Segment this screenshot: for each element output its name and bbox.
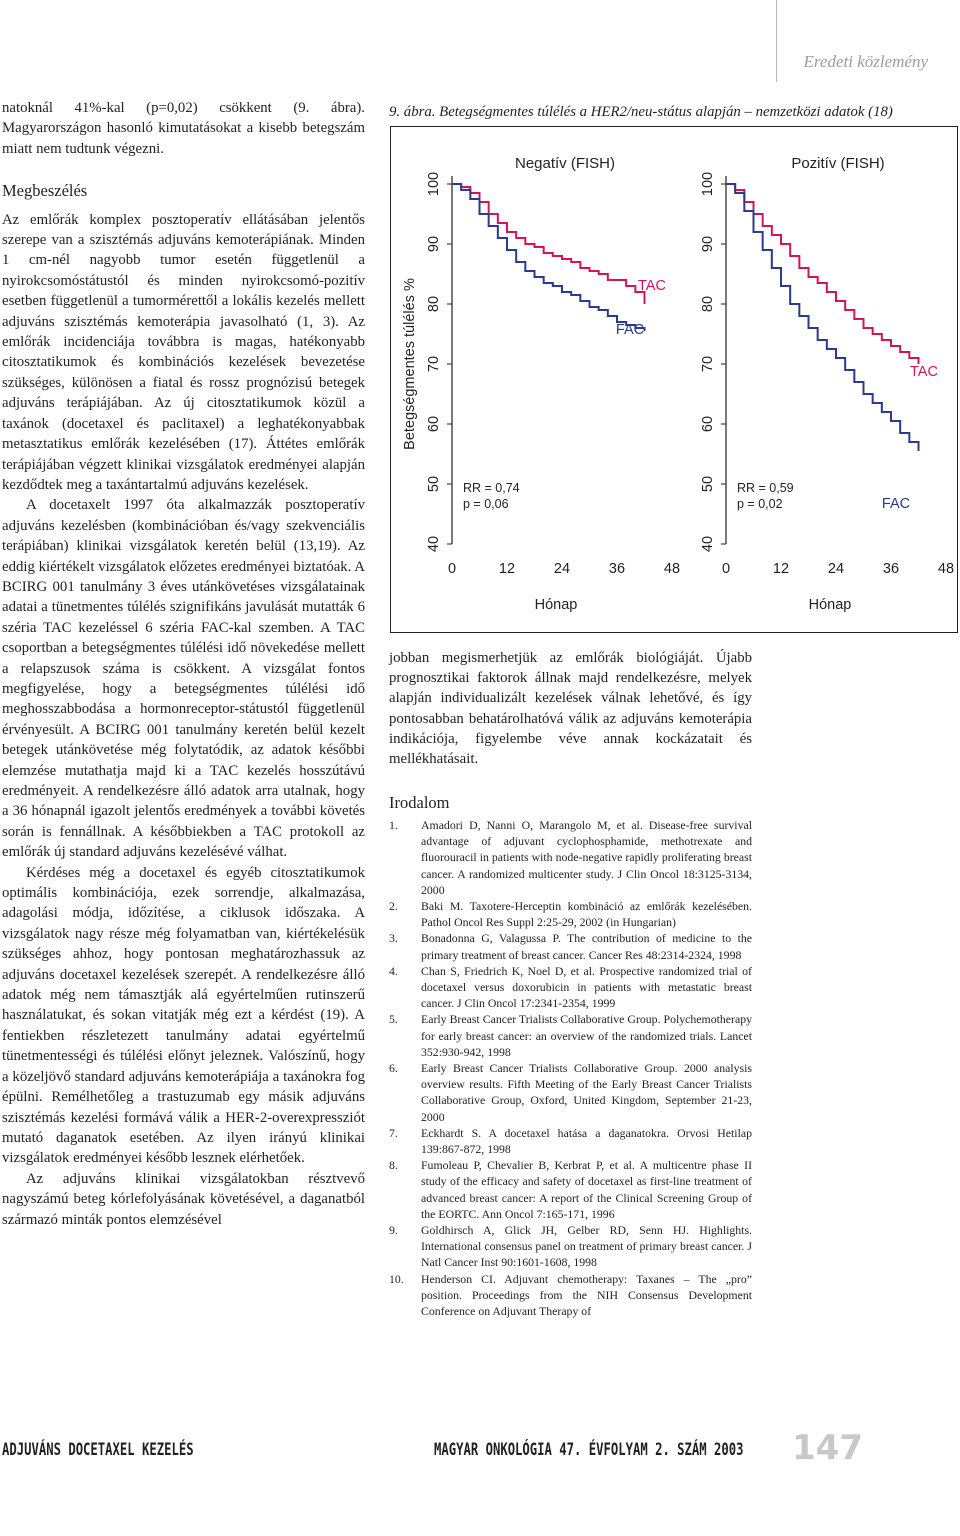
- reference-text: Chan S, Friedrich K, Noel D, et al. Prospective randomized trial of docetaxel versus doxorubicin in patients with metastatic breast cancer. J Clin Oncol 17:2341-2354, 1999: [421, 963, 752, 1011]
- reference-number: 1.: [389, 818, 398, 832]
- discussion-paragraph: Az emlőrák komplex posztoperatív ellátásában jelentős szerepe van a szisztémás adjuváns kemoterápiának. Minden 1 cm-nél nagyobb tumor esetén függetlenül a nyirokcsomóstátustól és minden nyirokcsomó-pozitív esetben függetlenül a tumormérettől a lokális kezelés mellett adjuváns szisztémás kemoterápia javasolható (1, 3). Az emlőrák incidenciája továbbra is magas, hatékonyabb citosztatikumok és kombinációs kezelések bevezetése szükséges, különösen a fiatal és rossz prognózisú betegek adjuváns terápiájában. Az új citosztatikumok közül a taxánok (docetaxel és paclitaxel) a leghatékonyabbak metasztatikus emlőrák kezelésében (17). Áttétes emlőrák terápiájában végzett klinikai vizsgálatok eredményei alapján kezdődtek meg a taxántartalmú adjuváns kezelések.: [2, 211, 365, 493]
- panel-title: Pozitív (FISH): [791, 155, 885, 172]
- reference-text: Amadori D, Nanni O, Marangolo M, et al. Disease-free survival advantage of adjuvant cyclophosphamide, methotrexate and fluorouracil in patients with node-negative rapidly proliferating breast cancer. A randomized multicenter study. J Clin Oncol 18:3125-3134, 2000: [421, 818, 752, 897]
- page-number: 147: [792, 1428, 863, 1468]
- stat-annotation: p = 0,06: [463, 497, 509, 511]
- series-label-fac: FAC: [615, 322, 645, 338]
- reference-number: 2.: [389, 899, 398, 914]
- reference-number: 4.: [389, 963, 398, 978]
- reference-item: [389, 1157, 752, 1222]
- references-title: Irodalom: [389, 793, 450, 812]
- series-label-tac: TAC: [638, 278, 666, 294]
- x-tick-label: 48: [937, 561, 955, 577]
- reference-item: [389, 1125, 752, 1157]
- reference-item: [389, 1060, 752, 1125]
- y-tick-label: 90: [426, 235, 442, 253]
- series-line-tac: [452, 184, 645, 304]
- y-tick-label: 50: [426, 475, 442, 493]
- x-tick-label: 48: [663, 561, 681, 577]
- closing-paragraph: jobban megismerhetjük az emlőrák biológiáját. Újabb prognosztikai faktorok állnak majd rendelkezésre, melyek alapján individualizált kezelések válnak lehetővé, és így pontosabban behatárolhatóvá válik az adjuváns kemoterápia indikációja, figyelembe véve annak kockázatait és mellékhatásait.: [389, 650, 752, 768]
- reference-item: [389, 1271, 752, 1320]
- intro-paragraph: natoknál 41%-kal (p=0,02) csökkent (9. ábra). Magyarországon hasonló kimutatásokat a kisebb betegszám miatt nem tudtunk végezni.: [2, 100, 365, 157]
- left-column: [2, 98, 365, 1230]
- y-tick-label: 60: [700, 415, 716, 433]
- y-tick-label: 40: [426, 535, 442, 553]
- x-tick-label: 24: [827, 561, 845, 577]
- reference-number: 5.: [389, 1012, 398, 1027]
- x-axis-label: Hónap: [534, 597, 578, 613]
- reference-item: [389, 930, 752, 962]
- reference-number: 8.: [389, 1158, 398, 1173]
- y-tick-label: 60: [426, 415, 442, 433]
- y-tick-label: 40: [700, 535, 716, 553]
- figure-frame: [391, 127, 958, 633]
- x-axis-label: Hónap: [808, 597, 852, 613]
- series-line-fac: [726, 184, 919, 451]
- x-tick-label: 12: [498, 561, 516, 577]
- reference-number: 3.: [389, 931, 398, 946]
- y-tick-label: 100: [700, 171, 716, 197]
- footer-running-title: ADJUVÁNS DOCETAXEL KEZELÉS: [2, 1440, 194, 1460]
- stat-annotation: RR = 0,59: [737, 481, 794, 495]
- reference-text: Goldhirsch A, Glick JH, Gelber RD, Senn HJ. Highlights. International consensus panel on treatment of primary breast cancer. J Natl Cancer Inst 90:1601-1608, 1998: [421, 1223, 752, 1270]
- panel-title: Negatív (FISH): [514, 155, 616, 172]
- x-tick-label: 36: [882, 561, 900, 577]
- x-tick-label: 0: [447, 561, 457, 577]
- stat-annotation: RR = 0,74: [463, 481, 520, 495]
- reference-number: 10.: [389, 1271, 404, 1286]
- discussion-heading: Megbeszélés: [2, 181, 88, 201]
- reference-text: Fumoleau P, Chevalier B, Kerbrat P, et al. A multicentre phase II study of the efficacy and safety of docetaxel as first-line treatment of advanced breast cancer: A report of the Clinical Screening Group of the EORTC. Ann Oncol 7:165-171, 1996: [421, 1158, 752, 1221]
- reference-number: 9.: [389, 1223, 398, 1238]
- x-tick-label: 24: [553, 561, 571, 577]
- reference-text: Eckhardt S. A docetaxel hatása a daganatokra. Orvosi Hetilap 139:867-872, 1998: [421, 1125, 752, 1157]
- reference-number: 7.: [389, 1125, 398, 1140]
- y-tick-label: 70: [700, 355, 716, 373]
- reference-text: Baki M. Taxotere-Herceptin kombináció az emlőrák kezelésében. Pathol Oncol Res Suppl 2:25-29, 2002 (in Hungarian): [421, 899, 752, 930]
- y-axis-label: Betegségmentes túlélés %: [402, 278, 418, 450]
- survival-chart: [390, 126, 960, 634]
- discussion-paragraph: Az adjuváns klinikai vizsgálatokban résztvevő nagyszámú beteg kórlefolyásának követésével, a daganatból származó minták pontos elemzésével: [2, 1170, 365, 1228]
- discussion-paragraph: Kérdéses még a docetaxel és egyéb citosztatikumok optimális kombinációja, ezek sorrendje, alkalmazása, adagolási módja, időzítése, a ciklusok időszaka. A vizsgálatok nagy része még folyamatban van, kiértékelésük szükséges ahhoz, hogy pontosan meghatározhassuk az adjuváns docetaxel kezelések szerepét. A rendelkezésre álló adatok még nem támasztják alá egyértelműen rutinszerű használatukat, és sokan vitatják még ezt a kérdést (19). A fentiekben részletezett tanulmány adatai egyértelmű tünetmentességi és túlélési előnyt jeleznek. Valószínű, hogy a közeljövő standard adjuváns kemoterápiája a taxánokra fog épülni. Remélhetőleg a trastuzumab egy másik adjuváns szisztémás kezelési formává válik a HER-2-overexpressziót mutató daganatok esetében. Az ilyen irányú klinikai vizsgálatok eredményei később lesznek elérhetőek.: [2, 864, 365, 1167]
- series-label-fac: FAC: [881, 496, 911, 512]
- figure: [390, 126, 960, 634]
- series-line-fac: [452, 184, 645, 331]
- y-tick-label: 100: [426, 171, 442, 197]
- x-tick-label: 36: [608, 561, 626, 577]
- reference-text: Bonadonna G, Valagussa P. The contribution of medicine to the primary treatment of breast cancer. Cancer Res 48:2314-2324, 1998: [421, 931, 752, 962]
- stat-annotation: p = 0,02: [737, 497, 783, 511]
- y-tick-label: 50: [700, 475, 716, 493]
- x-tick-label: 0: [721, 561, 731, 577]
- references-list: [389, 817, 752, 1319]
- reference-number: 6.: [389, 1061, 398, 1076]
- reference-text: Henderson CI. Adjuvant chemotherapy: Taxanes – The „pro” position. Proceedings from the NIH Consensus Development Conference on Adjuvant Therapy of: [421, 1271, 752, 1319]
- y-tick-label: 90: [700, 235, 716, 253]
- right-column: [389, 648, 752, 769]
- y-tick-label: 70: [426, 355, 442, 373]
- series-label-tac: TAC: [910, 364, 938, 380]
- footer-journal: MAGYAR ONKOLÓGIA 47. ÉVFOLYAM 2. SZÁM 2003: [434, 1440, 744, 1460]
- section-label: Eredeti közlemény: [803, 52, 928, 71]
- header-rule: [776, 0, 777, 82]
- reference-item: [389, 898, 752, 930]
- reference-item: [389, 963, 752, 1012]
- reference-item: [389, 1222, 752, 1271]
- reference-text: Early Breast Cancer Trialists Collaborative Group. 2000 analysis overview results. Fifth Meeting of the Early Breast Cancer Trialists Collaborative Group, Oxford, United Kingdom, September 21-23, 2000: [421, 1061, 752, 1124]
- reference-item: [389, 1011, 752, 1060]
- reference-item: [389, 817, 752, 898]
- x-tick-label: 12: [772, 561, 790, 577]
- series-line-tac: [726, 184, 919, 364]
- y-tick-label: 80: [700, 295, 716, 313]
- discussion-paragraph: A docetaxelt 1997 óta alkalmazzák posztoperatív adjuváns kezelésben (kombinációban és/vagy szekvenciális terápiában) klinikai vizsgálatok keretén belül (13,19). Az eddig kiértékelt vizsgálatok előzetes eredményei biztatóak. A BCIRG 001 tanulmány 3 éves utánkövetéses vizsgálatainak adatai a tünetmentes túlélés szignifikáns javulását mutatták 6 széria TAC kezeléssel 6 széria FAC-kal szemben. A TAC csoportban a betegségmentes túlélési idő növekedése mellett a relapszusok száma is csökkent. A vizsgálat fontos megfigyelése, hogy a betegségmentes túlélési idő meghosszabbodása a hormonreceptor-státustól függetlenül érvényesült. A BCIRG 001 tanulmány keretén belül kezelt betegek utánkövetése még folytatódik, az adatok későbbi elemzése mutathatja majd ki a TAC kezelés hosszútávú eredményeit. A rendelkezésre álló adatok arra utalnak, hogy a 36 hónapnál igazolt jelentős eredmények a további követés során is fennállnak. A későbbiekben a TAC protokoll az emlőrák új standard adjuváns kezelésévé válhat.: [2, 497, 365, 861]
- figure-caption: 9. ábra. Betegségmentes túlélés a HER2/neu-státus alapján – nemzetközi adatok (18): [389, 104, 893, 120]
- y-tick-label: 80: [426, 295, 442, 313]
- reference-text: Early Breast Cancer Trialists Collaborative Group. Polychemotherapy for early breast cancer: an overview of the randomized trials. Lancet 352:930-942, 1998: [421, 1012, 752, 1059]
